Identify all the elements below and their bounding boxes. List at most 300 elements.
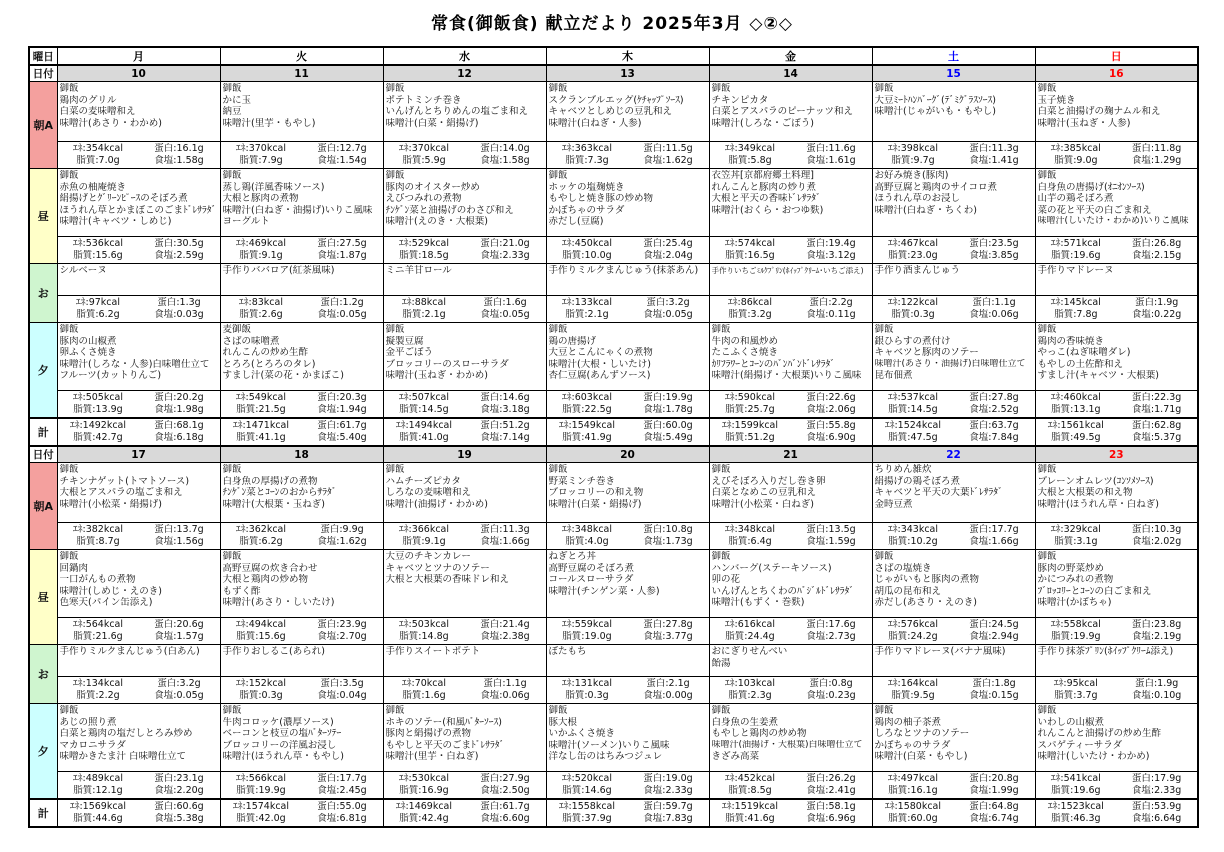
nutrition-salt [139,404,220,416]
nutrition-protein-value: 23.1g [176,773,204,784]
nutrition-fat-value: 3.1g [1076,536,1098,547]
menu-item: シルベーヌ [59,265,107,276]
daily-total-cell [383,418,546,446]
nutrition-protein [139,297,220,309]
nutrition-fat [710,250,791,262]
nutrition-fat [384,404,465,416]
nutrition-row [58,238,220,250]
nutrition-row [1036,155,1198,167]
menu-item: ｶﾘﾌﾗﾜｰとｺｰﾝのﾊﾞﾝﾊﾞﾝﾄﾞﾚｻﾗﾀﾞ [711,358,836,370]
nutrition-row [547,420,709,432]
nutrition-salt-value: 2.59g [176,250,204,261]
menu-list [221,463,383,522]
meal-cell [872,169,1035,264]
nutrition-row [58,524,220,536]
nutrition-protein-label: 蛋白: [809,678,832,689]
nutrition-protein-label: 蛋白: [320,678,343,689]
nutrition-fat-value: 6.2g [261,536,283,547]
menu-list [221,645,383,676]
nutrition-protein-value: 68.1g [176,420,204,431]
nutrition-block [221,419,383,445]
nutrition-protein-label: 蛋白: [1131,619,1155,630]
nutrition-block [221,617,383,644]
nutrition-row [710,813,872,825]
nutrition-fat-label: 脂質: [76,536,99,547]
nutrition-salt-value: 2.50g [502,785,530,796]
menu-item: 御飯 [1037,551,1057,562]
nutrition-salt-value: 0.06g [502,690,530,701]
nutrition-row [873,143,1035,155]
nutrition-energy [873,238,954,250]
menu-item: ハンバーグ(ステーキソース) [711,562,832,574]
menu-list [1036,82,1198,141]
nutrition-salt-value: 1.56g [176,536,204,547]
nutrition-fat [547,690,628,702]
nutrition-fat-label: 脂質: [1054,155,1077,166]
date-cell: 12 [383,65,546,82]
menu-item: ヨーグルト [222,216,270,227]
nutrition-block [547,800,709,826]
nutrition-block [710,419,872,445]
daily-total-cell [872,418,1035,446]
nutrition-block [1036,617,1198,644]
nutrition-protein-label: 蛋白: [317,773,340,784]
menu-item: 手作りババロア(紅茶風味) [222,265,335,276]
nutrition-energy [547,238,628,250]
nutrition-protein-label: 蛋白: [480,238,503,249]
nutrition-fat [873,813,954,825]
menu-item: れんこんの炒め生酢 [222,347,309,358]
nutrition-salt [1116,309,1197,321]
nutrition-salt [954,813,1035,825]
nutrition-fat-label: 脂質: [73,631,96,642]
nutrition-salt-value: 7.83g [665,813,693,824]
nutrition-salt-label: 食塩: [969,155,992,166]
nutrition-fat-value: 19.0g [584,631,612,642]
menu-item: 手作りマドレーヌ(バナナ風味) [874,646,1006,657]
menu-item: 味噌汁(絹揚げ・大根葉)いりこ風味 [711,370,862,381]
nutrition-row [58,801,220,813]
nutrition-energy [58,238,139,250]
nutrition-block [873,676,1035,703]
nutrition-salt-label: 食塩: [1131,309,1155,320]
nutrition-protein-value: 24.5g [991,619,1019,630]
nutrition-fat-value: 1.6g [424,690,446,701]
nutrition-protein-label: 蛋白: [1131,524,1155,535]
meal-row-label: 朝A [29,463,57,550]
meal-cell [709,704,872,800]
nutrition-salt [465,813,546,825]
menu-item: 豚肉の野菜炒め [1037,562,1105,574]
nutrition-protein [465,238,546,250]
nutrition-fat [221,785,302,797]
nutrition-energy-label: ｴﾈ: [724,524,738,535]
nutrition-protein-label: 蛋白: [643,420,666,431]
menu-item: プレーンオムレツ(ｺﾝｿﾒｿｰｽ) [1037,475,1154,487]
nutrition-fat-value: 0.3g [587,690,609,701]
nutrition-protein-value: 1.3g [179,297,201,308]
nutrition-energy-label: ｴﾈ: [724,773,738,784]
nutrition-energy [873,678,954,690]
nutrition-salt [139,309,220,321]
nutrition-protein [1116,238,1197,250]
nutrition-fat-label: 脂質: [562,432,585,443]
nutrition-protein [791,238,872,250]
nutrition-row [384,631,546,643]
nutrition-row [873,297,1035,309]
nutrition-energy-value: 133kcal [574,297,613,308]
nutrition-energy [58,678,139,690]
menu-list [221,264,383,295]
nutrition-salt [791,404,872,416]
nutrition-fat-label: 脂質: [888,536,911,547]
menu-item: 御飯 [385,83,405,94]
nutrition-fat [58,432,139,444]
menu-item: 味噌汁(あさり・油揚げ)白味噌仕立て [874,358,1026,369]
nutrition-protein [791,297,872,309]
daily-total-cell [1035,799,1198,827]
menu-item: 味噌汁(しろな・人参)白味噌仕立て [59,358,210,370]
nutrition-energy [1036,801,1117,813]
nutrition-energy [221,773,302,785]
nutrition-protein-label: 蛋白: [643,773,666,784]
nutrition-protein-label: 蛋白: [154,420,177,431]
nutrition-fat-label: 脂質: [888,631,911,642]
nutrition-fat-value: 13.1g [1073,404,1101,415]
nutrition-row [547,432,709,444]
nutrition-salt-label: 食塩: [806,785,829,796]
nutrition-fat [58,690,139,702]
nutrition-salt [302,690,383,702]
nutrition-salt-value: 1.62g [665,155,693,166]
nutrition-block [384,676,546,703]
nutrition-row [873,801,1035,813]
nutrition-fat-label: 脂質: [402,690,425,701]
nutrition-row [873,420,1035,432]
nutrition-salt [1116,536,1197,548]
nutrition-salt [954,250,1035,262]
nutrition-fat-label: 脂質: [399,785,422,796]
nutrition-energy [873,143,954,155]
menu-item: 手作りおしるこ(あられ) [222,646,325,657]
nutrition-salt [1116,432,1197,444]
nutrition-salt-label: 食塩: [643,432,666,443]
nutrition-row [547,392,709,404]
nutrition-protein [791,143,872,155]
nutrition-energy [547,801,628,813]
nutrition-protein-value: 30.5g [176,238,204,249]
nutrition-energy-label: ｴﾈ: [884,801,898,812]
nutrition-salt-value: 0.06g [991,309,1019,320]
menu-item: キャベツと平天の大葉ﾄﾞﾚｻﾗﾀﾞ [874,487,1003,498]
menu-list [384,264,546,295]
menu-item: 白菜と鶏肉の塩だしとろみ炒め [59,728,193,739]
nutrition-salt-label: 食塩: [154,631,177,642]
nutrition-energy-label: ｴﾈ: [887,678,901,689]
menu-item: 味噌汁(キャベツ・しめじ) [59,216,172,227]
nutrition-row [1036,678,1198,690]
nutrition-block [873,617,1035,644]
meal-cell [57,323,220,419]
nutrition-fat-label: 脂質: [891,155,914,166]
nutrition-row [384,297,546,309]
meal-cell [872,264,1035,323]
nutrition-salt-label: 食塩: [480,155,503,166]
menu-list [384,550,546,617]
nutrition-fat [710,536,791,548]
nutrition-protein-value: 1.8g [994,678,1016,689]
nutrition-protein-value: 17.7g [991,524,1019,535]
nutrition-row [710,690,872,702]
nutrition-energy-label: ｴﾈ: [1047,801,1061,812]
nutrition-energy [873,392,954,404]
nutrition-protein-label: 蛋白: [1131,773,1155,784]
nutrition-salt-label: 食塩: [806,432,829,443]
nutrition-fat-value: 14.5g [421,404,449,415]
nutrition-row [221,297,383,309]
daily-total-cell [709,799,872,827]
meal-cell [1035,264,1198,323]
nutrition-energy [221,524,302,536]
nutrition-salt-value: 7.14g [502,432,530,443]
nutrition-salt [954,536,1035,548]
nutrition-protein [139,678,220,690]
nutrition-salt-value: 2.33g [665,785,693,796]
nutrition-energy-label: ｴﾈ: [398,238,412,249]
nutrition-fat-label: 脂質: [891,690,914,701]
menu-item: 御飯 [222,705,242,716]
nutrition-salt [1116,631,1197,643]
nutrition-fat-label: 脂質: [1054,309,1077,320]
nutrition-salt-label: 食塩: [643,404,666,415]
menu-item: もやしの土佐酢和え [1037,358,1124,370]
nutrition-salt-value: 6.96g [828,813,856,824]
menu-item: えびつみれの煮物 [385,193,462,204]
nutrition-protein-label: 蛋白: [480,801,503,812]
meal-cell [1035,323,1198,419]
nutrition-energy-value: 460kcal [1063,392,1101,403]
weekday-cell: 日 [1035,47,1198,65]
meal-row-label: 夕 [29,323,57,419]
nutrition-block [547,522,709,549]
menu-item: 味噌汁(しろな・ごぼう) [711,117,814,129]
meal-row [29,463,1198,550]
nutrition-energy [873,524,954,536]
nutrition-salt [139,432,220,444]
nutrition-energy-value: 122kcal [900,297,939,308]
nutrition-salt-label: 食塩: [154,309,177,320]
nutrition-row [384,524,546,536]
nutrition-salt-value: 2.33g [1154,785,1182,796]
nutrition-salt [791,309,872,321]
nutrition-protein-value: 27.8g [991,392,1019,403]
menu-list [58,264,220,295]
nutrition-row [547,690,709,702]
date-cell: 13 [546,65,709,82]
menu-item: じゃがいもと豚肉の煮物 [874,574,980,585]
meal-cell [546,169,709,264]
menu-item: ちりめん雑炊 [874,464,932,475]
nutrition-fat [873,250,954,262]
menu-item: 玉子焼き [1037,94,1076,106]
nutrition-fat-value: 15.6g [95,250,123,261]
nutrition-protein-label: 蛋白: [320,524,343,535]
nutrition-block [710,236,872,263]
meal-cell [709,463,872,550]
nutrition-protein-value: 27.5g [339,238,367,249]
nutrition-row [1036,690,1198,702]
meal-row-label: 昼 [29,550,57,645]
nutrition-salt-label: 食塩: [317,690,340,701]
nutrition-fat-value: 8.5g [750,785,772,796]
nutrition-salt-label: 食塩: [1131,250,1155,261]
nutrition-salt [628,250,709,262]
nutrition-salt-label: 食塩: [969,536,992,547]
nutrition-protein-label: 蛋白: [646,297,669,308]
nutrition-protein-value: 27.8g [665,619,693,630]
nutrition-fat-value: 7.0g [98,155,120,166]
nutrition-block [221,141,383,168]
nutrition-salt-label: 食塩: [643,309,666,320]
nutrition-block [384,771,546,798]
meal-cell [546,645,709,704]
nutrition-fat-label: 脂質: [73,432,96,443]
nutrition-fat-label: 脂質: [236,631,259,642]
nutrition-energy [384,420,465,432]
nutrition-protein-value: 27.9g [502,773,530,784]
menu-item: ﾁﾝｹﾞﾝ菜と油揚げのわさび和え [385,204,514,216]
nutrition-fat-label: 脂質: [1051,404,1074,415]
menu-item: しろなとツナのソテー [874,728,970,739]
nutrition-energy-label: ｴﾈ: [72,524,86,535]
menu-item: 白菜となめこの豆乳和え [711,487,817,498]
nutrition-salt-label: 食塩: [317,309,340,320]
menu-item: 御飯 [59,170,79,181]
menu-item: 味噌汁(玉ねぎ・わかめ) [385,370,488,381]
nutrition-protein [1116,420,1197,432]
menu-list [58,550,220,617]
nutrition-fat-value: 2.6g [261,309,283,320]
nutrition-energy-label: ｴﾈ: [721,801,735,812]
nutrition-fat [1036,813,1117,825]
nutrition-row [547,619,709,631]
nutrition-energy [384,773,465,785]
nutrition-energy-label: ｴﾈ: [398,392,412,403]
nutrition-protein [628,773,709,785]
nutrition-block [1036,141,1198,168]
nutrition-fat-label: 脂質: [239,155,262,166]
nutrition-block [710,676,872,703]
nutrition-energy [384,524,465,536]
menu-list [384,169,546,236]
nutrition-salt [791,432,872,444]
nutrition-fat-label: 脂質: [236,404,259,415]
nutrition-energy [58,773,139,785]
menu-item: れんこんと豚肉の炒り煮 [711,181,817,193]
nutrition-energy-label: ｴﾈ: [561,238,575,249]
menu-item: 御飯 [711,324,731,335]
nutrition-row [221,631,383,643]
nutrition-energy [384,238,465,250]
nutrition-salt-label: 食塩: [1131,813,1155,824]
nutrition-energy [58,524,139,536]
menu-item: 絹揚げの鶏そぼろ煮 [874,475,961,487]
menu-item: 洋なし缶のはちみつジュレ [548,751,663,762]
nutrition-energy [384,143,465,155]
menu-item: 御飯 [874,324,894,335]
nutrition-protein-label: 蛋白: [643,619,666,630]
daily-total-cell [1035,418,1198,446]
nutrition-energy-value: 1580kcal [897,801,942,812]
nutrition-salt-value: 1.98g [176,404,204,415]
nutrition-protein-label: 蛋白: [154,801,177,812]
menu-list [873,323,1035,390]
nutrition-energy-value: 95kcal [1066,678,1098,689]
nutrition-protein-value: 26.8g [1154,238,1182,249]
nutrition-salt-label: 食塩: [154,432,177,443]
nutrition-energy-value: 366kcal [411,524,450,535]
menu-list [547,645,709,676]
nutrition-protein-value: 1.1g [994,297,1016,308]
nutrition-energy [384,297,465,309]
nutrition-energy-label: ｴﾈ: [887,143,901,154]
meal-cell [220,169,383,264]
nutrition-salt-label: 食塩: [480,631,503,642]
nutrition-fat [710,155,791,167]
nutrition-energy-value: 507kcal [411,392,450,403]
nutrition-fat-value: 19.9g [258,785,286,796]
daily-total-cell [383,799,546,827]
nutrition-energy-label: ｴﾈ: [402,297,415,308]
menu-list [873,704,1035,771]
meal-cell [1035,645,1198,704]
nutrition-energy [873,420,954,432]
nutrition-protein-label: 蛋白: [480,420,503,431]
nutrition-energy-value: 571kcal [1063,238,1101,249]
nutrition-protein [628,392,709,404]
menu-item: お好み焼き(豚肉) [874,170,949,181]
nutrition-salt-label: 食塩: [154,536,177,547]
nutrition-energy-value: 164kcal [900,678,939,689]
nutrition-protein-value: 20.8g [991,773,1019,784]
nutrition-protein-label: 蛋白: [806,773,829,784]
nutrition-energy-value: 97kcal [88,297,120,308]
nutrition-fat-value: 49.5g [1073,432,1101,443]
menu-item: 大根と大根葉の香味ドレ和え [385,574,510,585]
nutrition-salt-value: 2.73g [828,631,856,642]
menu-item: ブロッコリーのスローサラダ [385,358,509,370]
weekday-cell: 火 [220,47,383,65]
nutrition-block [221,390,383,417]
nutrition-row [221,813,383,825]
nutrition-energy-label: ｴﾈ: [724,392,738,403]
nutrition-energy-value: 131kcal [574,678,613,689]
nutrition-salt-value: 1.57g [176,631,204,642]
menu-item: 御飯 [548,464,568,475]
nutrition-energy [1036,238,1117,250]
meal-cell [57,550,220,645]
nutrition-protein [139,801,220,813]
nutrition-row [221,801,383,813]
menu-item: 牛肉コロッケ(濃厚ソース) [222,716,334,728]
nutrition-fat-label: 脂質: [1051,813,1074,824]
nutrition-salt-value: 6.90g [828,432,856,443]
nutrition-block [58,236,220,263]
nutrition-salt-label: 食塩: [154,155,177,166]
nutrition-protein [465,801,546,813]
nutrition-row [221,143,383,155]
menu-item: 御飯 [59,705,79,716]
